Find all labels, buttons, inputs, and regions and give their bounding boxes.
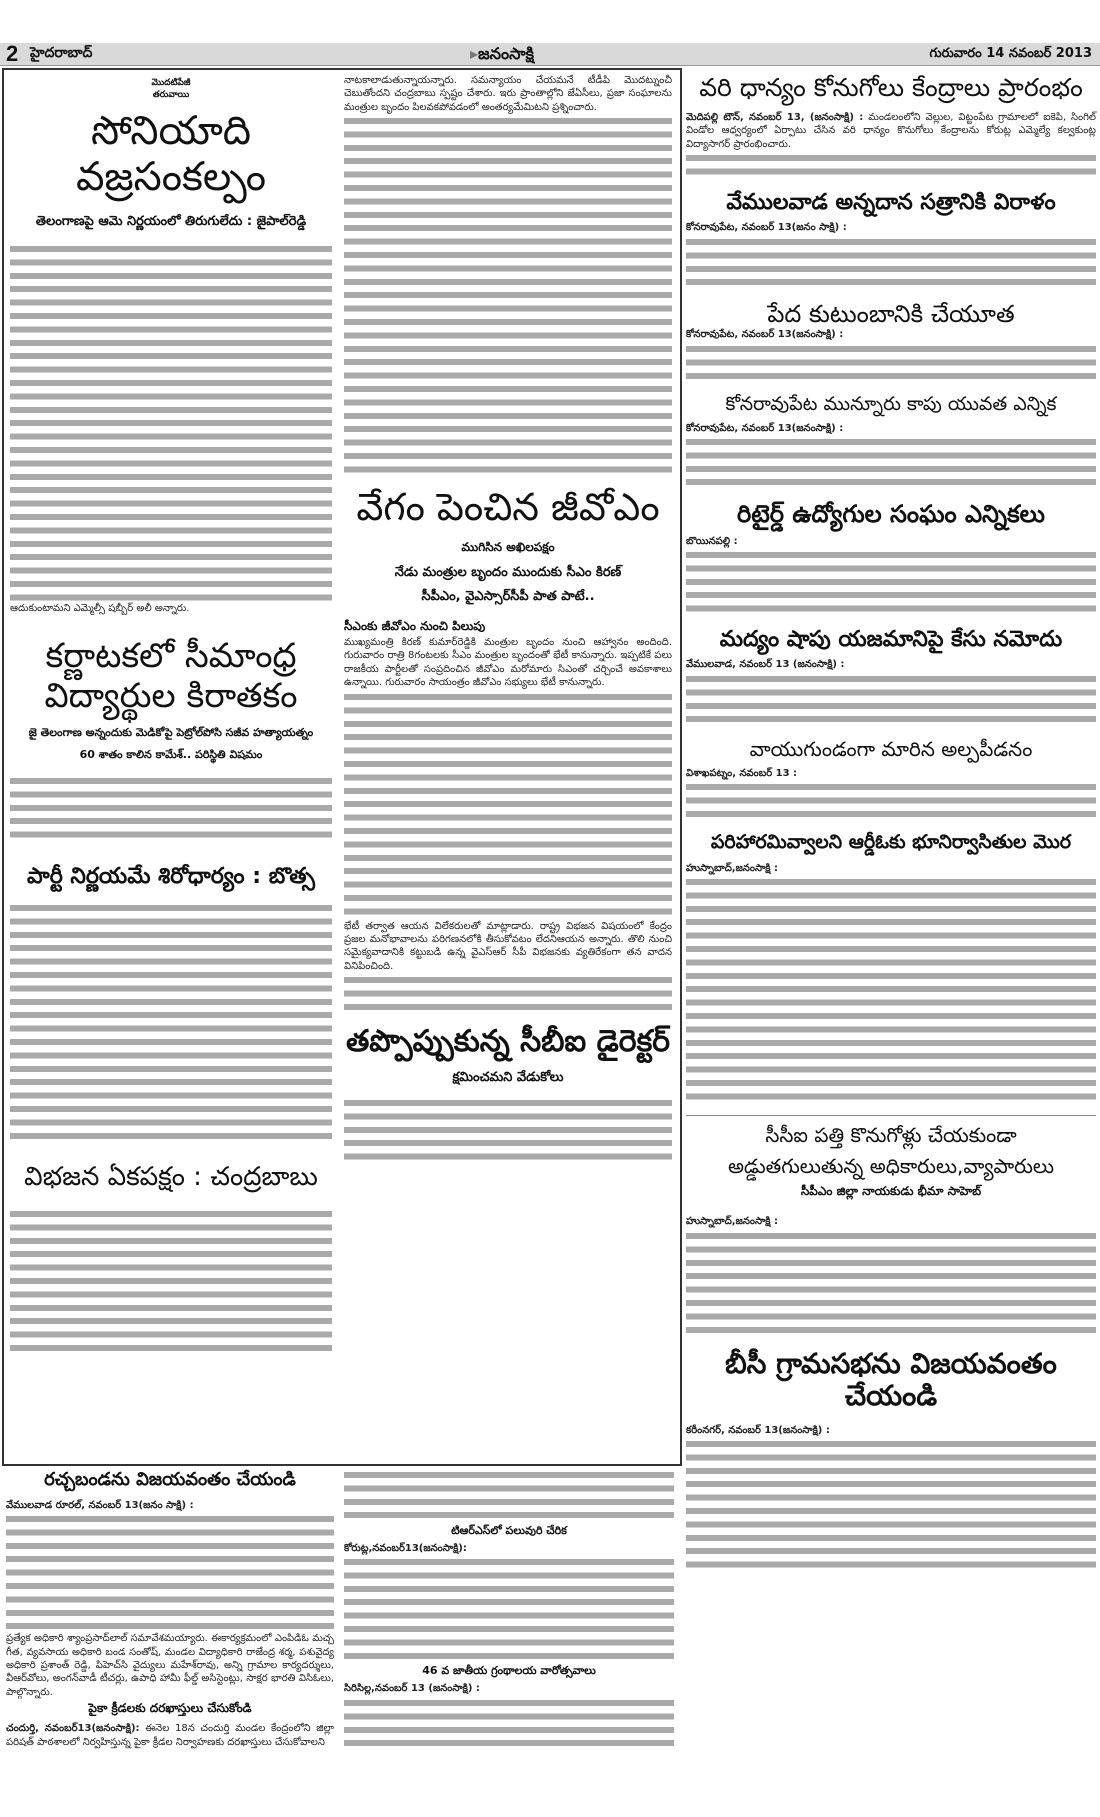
logo-text: జనంసాక్షి	[478, 44, 534, 63]
article-gom	[344, 486, 672, 1013]
article-body	[686, 422, 1096, 435]
article-body	[10, 242, 332, 602]
left-box	[2, 68, 682, 1466]
article-body	[686, 1437, 1096, 1571]
article-body	[6, 1499, 334, 1512]
dateline: కోనరావుపేట, నవంబర్ 13(జనం సాక్షి) :	[686, 222, 847, 234]
dateline: హుస్నాబాద్,జనంసాక్షి :	[686, 1216, 778, 1228]
kicker: మొదటిపేజీ	[151, 78, 191, 88]
article-sonia	[10, 78, 332, 615]
page-header	[0, 43, 1100, 66]
article-body	[686, 658, 1096, 671]
headline: 46 వ జాతీయ గ్రంథాలయ వారోత్సవాలు	[422, 1664, 596, 1678]
newspaper-logo	[470, 44, 534, 67]
article-cbi	[344, 1025, 672, 1163]
article-body: ముఖ్యమంత్రి కిరణ్ కుమార్‌రెడ్డికి మంత్రుల బృందం నుంచి ఆహ్వానం అందింది. గురువారం రాత్రి 8గంటలకు సీఎం మంత్రుల బృందంతో భేటీ కానున్నారు. ఇప్పటికే పలు రాజకీయ పార్టీలతో సంప్రదించిన జీవోఎం మరోమారు సిఎంతో చర్చించే అవకాశాలు ఉన్నాయి. గురువారం సాయంత్రం జీవోఎం సభ్యులు భేటీ కానున్నారు.	[344, 636, 672, 689]
dateline: వేములవాడ, నవంబర్ 13 (జనంసాక్షి) :	[686, 659, 845, 671]
article-body: భేటీ తర్వాత ఆయన విలేకరులతో మాట్లాడారు. రాష్ట్ర విభజన విషయంలో కేంద్రం ప్రజల మనోభావాలను పరిగణనలోకి తీసుకోవటం లేదనిఆయన అన్నారు. తొలి నుంచి సమైక్యవాదానికి కట్టుబడి ఉన్న వైఎస్ఆర్ సీపీ విభజనకు వ్యతిరేకంగా తన వాదన వినిపించింది.	[344, 920, 672, 972]
dateline: మెదిపల్లి టౌన్, నవంబర్ 13, (జనంసాక్షి) :	[686, 111, 864, 123]
article-body	[686, 1229, 1096, 1336]
bottom-middle	[344, 1468, 674, 1750]
article-col2-continued	[344, 74, 672, 474]
headline: వాయుగుండంగా మారిన అల్పపీడనం	[749, 736, 1033, 761]
article-body	[10, 1207, 332, 1357]
dateline: బొయినపల్లి :	[686, 535, 738, 547]
article-body	[686, 548, 1096, 615]
article-rachabanda	[6, 1470, 334, 1749]
headline: వేములవాడ అన్నదాన సత్రానికి విరాళం	[726, 189, 1056, 215]
headline: పైకా క్రీడలకు దరఖాస్తులు చేసుకోండి	[88, 1701, 252, 1716]
article-karnataka	[10, 637, 332, 841]
dateline: కోనరావుపేట, నవంబర్ 13(జనంసాక్షి) :	[686, 422, 844, 434]
article-body: నాటకాలాడుతున్నాయన్నారు. సమన్యాయం చేయమనే టీడీపి మొదట్నుంచీ చెబుతోందని చంద్రబాబు స్పష్టం చేశారు. ఇరు ప్రాంతాల్లోని జేఏసీలు, ప్రజా సంఘాలను మంత్రుల బృందం పిలవకపోవడంలో అంతర్యమేమిటని ప్రశ్నించారు.	[344, 75, 672, 113]
issue-date: గురువారం 14 నవంబర్ 2013	[929, 46, 1092, 61]
article-body	[344, 1696, 674, 1750]
article-body	[686, 535, 1096, 548]
dateline: కోనరావుపేట, నవంబర్ 13(జనంసాక్షి) :	[686, 329, 844, 341]
article-body	[686, 1424, 1096, 1437]
article-body-end: ప్రత్యేక అధికారి శ్యాంప్రసాద్‌లాల్ సమావేశమయ్యారు. ఈకార్యక్రమంలో ఎంపిడిఓ మచ్చ గీత, వ్యవసాయ అధికారి బండ సంతోష్, మండల విద్యాధికారి రాజేంద్ర శర్మ, పశువైద్య అధికారి ప్రశాంత్ రెడ్డి, పిహెచ్‌సి వైద్యులు మహేశ్‌రావు, అన్ని గ్రామాల కార్యదర్శులు, వీఆర్‌వోలు, అంగన్‌వాడీ టీచర్లు, ఉపాధి హామీ ఫీల్డ్ అసిస్టెంట్లు, సాక్షర భారతి విసిఓలు, పాల్గొన్నారు.	[6, 1633, 334, 1698]
subhead: క్షమించమని వేడుకోలు	[452, 1069, 564, 1085]
headline: రిటైర్డ్ ఉద్యోగుల సంఘం ఎన్నికలు	[737, 499, 1045, 528]
article-help	[686, 301, 1096, 382]
headline: విద్యార్థుల కిరాతకం	[44, 675, 298, 716]
headline: మద్యం షాపు యజమానిపై కేసు నమోదు	[719, 626, 1063, 652]
page-number: 2	[6, 41, 19, 66]
article-body	[686, 342, 1096, 382]
article-body	[344, 1096, 672, 1163]
article-body	[344, 1542, 674, 1555]
article-retired	[686, 501, 1096, 615]
article-body	[686, 875, 1096, 1103]
article-body	[344, 1468, 674, 1522]
subhead: తెలంగాణపై ఆమె నిర్ణయంలో తిరుగులేదు : జైపాల్‌రెడ్డి	[35, 214, 307, 229]
dateline: విశాఖపట్నం, నవంబర్ 13 :	[686, 767, 798, 779]
dateline: కరీంనగర్, నవంబర్ 13(జనంసాక్షి) :	[686, 1425, 830, 1437]
article-body	[686, 111, 1096, 151]
article-body	[686, 151, 1096, 178]
article-body	[10, 901, 332, 1141]
headline: టిఆర్ఎస్‌లో పలువురి చేరిక	[451, 1524, 567, 1537]
article-munnuru-kapu	[686, 394, 1096, 489]
headline: వరి ధాన్యం కోనుగోలు కేంద్రాలు ప్రారంభం	[699, 73, 1083, 102]
article-body	[6, 1512, 334, 1632]
article-botsa	[10, 864, 332, 1141]
headline: సీసీఐ పత్తి కొనుగోళ్లు చేయకుండా	[765, 1123, 1017, 1148]
article-bc-gramasabha	[686, 1348, 1096, 1572]
article-body	[10, 774, 332, 842]
article-body	[686, 1215, 1096, 1228]
logo-mark-icon: ▸	[470, 44, 479, 63]
article-body	[344, 973, 672, 1013]
headline: పార్టీ నిర్ణయమే శిరోధార్యం : బొత్స	[27, 863, 315, 889]
article-liquor	[686, 627, 1096, 726]
headline: తప్పొప్పుకున్న సీబీఐ డైరెక్టర్	[345, 1024, 671, 1060]
headline: సోనియాది వజ్రసంకల్పం	[75, 108, 267, 200]
article-paddy	[686, 68, 1096, 178]
dateline: వేములవాడ రూరల్, నవంబర్ 13(జనం సాక్షి) :	[6, 1499, 194, 1511]
dateline: కోరుట్ల,నవంబర్13(జనంసాక్షి):	[344, 1543, 467, 1554]
dateline: హుస్నాబాద్,జనంసాక్షి :	[686, 862, 778, 874]
headline: కర్ణాటకలో సీమాంధ్ర	[45, 636, 297, 677]
subhead: జై తెలంగాణ అన్నందుకు మెడికోపై పెట్రోల్‌పోసి సజీవ హత్యాయత్నం	[28, 725, 314, 739]
article-body	[344, 690, 672, 920]
subhead: 60 శాతం కాలిన కామేశ్.. పరిస్థితి విషమం	[79, 747, 263, 761]
article-body	[686, 435, 1096, 489]
subhead: ముగిసిన అఖిలపక్షం	[461, 539, 555, 554]
right-column	[686, 68, 1096, 1583]
section-heading: సీఎంకు జీవోఎం నుంచి పిలుపు	[344, 618, 486, 633]
article-body	[686, 328, 1096, 341]
article-text: మండలంలోని వెల్లుల, విట్టంపేట గ్రామాలలో ఐకెపి, సింగిల్ విండోల ఆధ్వర్యంలో ఏర్పాటు చేసిన వరి ధాన్యం కొనుగోలు కేంద్రాలను కోరుట్ల ఎమ్మెల్యే కల్వకుంట్ల విద్యాసాగర్ ప్రారంభించారు.	[686, 111, 1097, 150]
article-body	[686, 672, 1096, 726]
article-body	[344, 114, 672, 474]
edition-city: హైదరాబాద్	[30, 45, 93, 61]
article-body	[344, 1555, 674, 1662]
headline: పేద కుటుంబానికి చేయూత	[767, 299, 1015, 328]
article-body	[686, 235, 1096, 289]
article-chandrababu	[10, 1163, 332, 1357]
headline: వేగం పెంచిన జీవోఎం	[356, 485, 660, 530]
article-body-end: ఆదుకుంటామని ఎమ్మెల్సీ షబ్బీర్ అలీ అన్నారు.	[10, 603, 190, 614]
subhead: సీపీఎం, వైఎస్సార్‌సీపీ పాత పాటే..	[421, 588, 595, 604]
article-body	[686, 767, 1096, 780]
kicker: తరువాయి	[152, 90, 190, 100]
dateline: చందుర్తి, నవంబర్13(జనంసాక్షి):	[6, 1723, 140, 1735]
article-cci	[686, 1115, 1096, 1335]
headline: అడ్డుతగులుతున్న అధికారులు,వ్యాపారులు	[727, 1154, 1055, 1179]
left-column-1	[10, 78, 332, 1369]
subhead: సీపీఎం జిల్లా నాయకుడు భీమా సాహెబ్	[800, 1184, 982, 1199]
headline: విభజన ఏకపక్షం : చంద్రబాబు	[24, 1161, 318, 1192]
article-body	[686, 221, 1096, 234]
article-body	[686, 780, 1096, 820]
article-body	[344, 1682, 674, 1695]
headline: బీసీ గ్రామసభను విజయవంతం చేయండి	[725, 1346, 1057, 1412]
article-annadana	[686, 190, 1096, 289]
article-body	[6, 1722, 334, 1749]
headline: రచ్చబండను విజయవంతం చేయండి	[44, 1469, 296, 1490]
dateline: సిరిసిల్ల,నవంబర్ 13 (జనంసాక్షి) :	[344, 1683, 480, 1695]
article-compensation	[686, 832, 1096, 1103]
article-depression	[686, 738, 1096, 820]
subhead: నేడు మంత్రుల బృందం ముందుకు సీఎం కిరణ్	[394, 564, 622, 580]
headline: పరిహారమివ్వాలని ఆర్డీఓకు భూనిర్వాసితుల మొర	[710, 831, 1072, 854]
article-body	[686, 862, 1096, 875]
left-column-2	[344, 74, 672, 1175]
headline: కోనరావుపేట మున్నూరు కాపు యువత ఎన్నిక	[725, 392, 1057, 415]
article-text: ఈనెల 18న చందుర్తి మండల కేంద్రంలోని జిల్లా పరిషత్ పాఠశాలలో నిర్వహిస్తున్న పైకా క్రీడల నిర్వాహణకు దరఖాస్తులు చేసుకోవాలని	[6, 1723, 334, 1748]
